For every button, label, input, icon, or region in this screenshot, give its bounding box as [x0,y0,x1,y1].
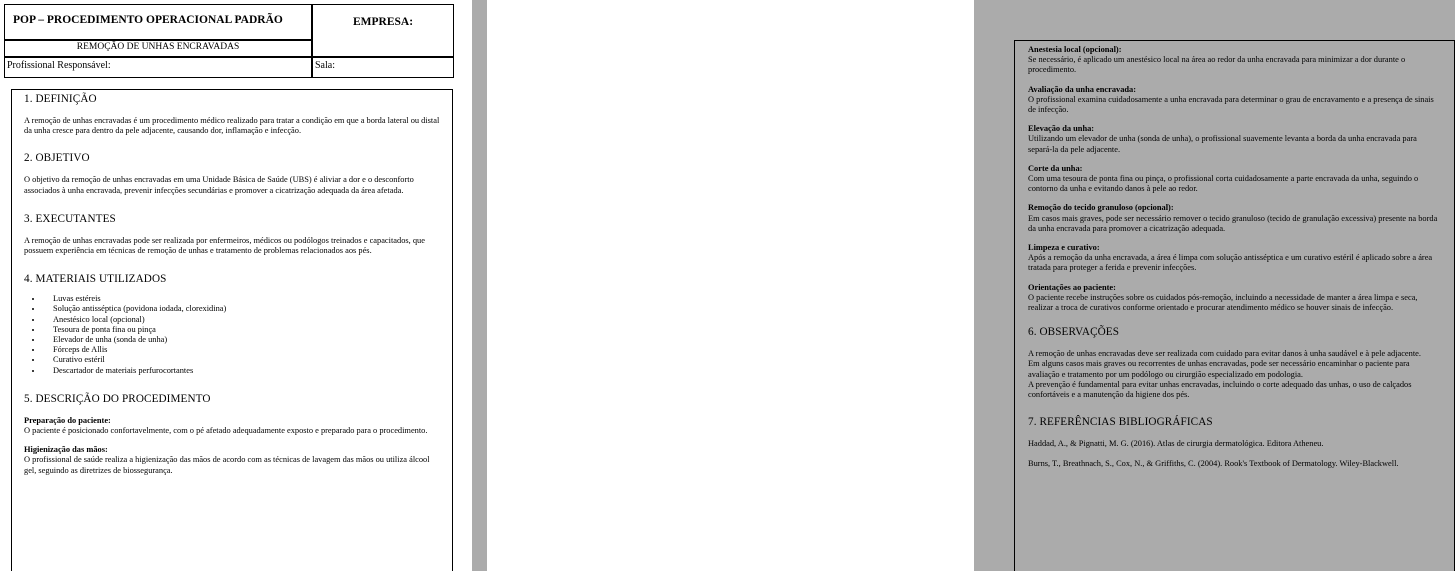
section-text-executantes: A remoção de unhas encravadas pode ser realizada por enfermeiros, médicos ou podólogos treinados e capacitados, que possuem experiência em técnicas de remoção de unhas e tratamento de problemas relacionados aos pés. [24,235,425,256]
step-title: Higienização das mãos: [24,445,108,455]
list-item: • Luvas estéreis [43,294,440,304]
procedure-step [1028,45,1440,76]
procedure-step [1028,124,1440,155]
step-title: Remoção do tecido granuloso (opcional): [1028,203,1174,213]
list-item: • Solução antisséptica (povidona iodada, clorexidina) [43,304,440,314]
section-heading-executantes: 3. EXECUTANTES [24,212,116,225]
section-heading-observacoes: 6. OBSERVAÇÕES [1028,326,1120,339]
document-title: POP – PROCEDIMENTO OPERACIONAL PADRÃO [4,4,312,40]
observation-paragraph: A prevenção é fundamental para evitar unhas encravadas, incluindo o corte adequado das unhas, o uso de calçados confortáveis e a manutenção da higiene dos pés. [1028,379,1412,400]
section-heading-definicao: 1. DEFINIÇÃO [24,93,97,105]
document-page-left [0,0,472,571]
step-text: O paciente recebe instruções sobre os cuidados pós-remoção, incluindo a necessidade de manter a área limpa e seca, realizar a troca de curativos conforme orientado e procurar atendimento médico se houver sinais de infecção. [1028,292,1418,313]
step-title: Anestesia local (opcional): [1028,45,1122,54]
procedure-step [24,445,440,476]
section-heading-descricao: 5. DESCRIÇÃO DO PROCEDIMENTO [24,392,211,405]
step-text: O profissional examina cuidadosamente a unha encravada para determinar o grau de encravamento e a presença de sinais de infecção. [1028,94,1434,115]
step-title: Corte da unha: [1028,163,1083,173]
content-box-left [11,89,453,571]
room-field: Sala: [312,57,454,78]
step-text: Se necessário, é aplicado um anestésico local na área ao redor da unha encravada para minimizar a dor durante o procedimento. [1028,55,1406,75]
step-title: Avaliação da unha encravada: [1028,84,1137,94]
list-item: • Anestésico local (opcional) [43,315,440,325]
list-item: • Fórceps de Allis [43,345,440,355]
step-title: Orientações ao paciente: [1028,282,1116,292]
observations-text [1028,349,1440,400]
section-text-objetivo: O objetivo da remoção de unhas encravadas em uma Unidade Básica de Saúde (UBS) é aliviar a dor e o desconforto associados à unha encravada, prevenir infecções secundárias e promover a cicatrização adequada da área afetada. [24,175,414,195]
list-item: • Tesoura de ponta fina ou pinça [43,325,440,335]
step-text: Com uma tesoura de ponta fina ou pinça, o profissional corta cuidadosamente a parte encravada da unha, seguindo o contorno da unha e evitando danos à pele ao redor. [1028,174,1419,194]
step-title: Elevação da unha: [1028,124,1095,134]
procedure-step [1028,203,1440,234]
step-title: Limpeza e curativo: [1028,243,1100,253]
procedure-step [1028,283,1440,314]
procedure-step [1028,85,1440,116]
professional-field: Profissional Responsável: [4,57,312,78]
step-text: Em casos mais graves, pode ser necessário remover o tecido granuloso (tecido de granulação excessiva) presente na borda da unha encravada para promover a cicatrização adequada. [1028,213,1438,233]
list-item: • Descartador de materiais perfurocortantes [43,366,440,376]
company-label: EMPRESA: [312,4,454,57]
section-heading-referencias: 7. REFERÊNCIAS BIBLIOGRÁFICAS [1028,416,1213,429]
list-item: • Elevador de unha (sonda de unha) [43,335,440,345]
document-page-right [487,0,1438,571]
procedure-step [1028,243,1440,274]
procedure-step [24,416,440,436]
content-box-right [1014,40,1455,571]
references-list [1028,439,1440,469]
section-heading-materiais: 4. MATERIAIS UTILIZADOS [24,273,167,286]
reference-item: Haddad, A., & Pignatti, M. G. (2016). Atlas de cirurgia dermatológica. Editora Atheneu. [1028,439,1324,449]
observation-paragraph: A remoção de unhas encravadas deve ser realizada com cuidado para evitar danos à unha saudável e à pele adjacente. [1028,349,1421,359]
section-heading-objetivo: 2. OBJETIVO [24,152,90,165]
step-text: Após a remoção da unha encravada, a área é limpa com solução antisséptica e um curativo estéril é aplicado sobre a área tratada para proteger a ferida e prevenir infecções. [1028,253,1433,273]
section-text-definicao: A remoção de unhas encravadas é um procedimento médico realizado para tratar a condição em que a borda lateral ou distal da unha cresce para dentro da pele adjacente, causando dor, inflamação e infecção. [24,116,440,136]
step-text: Utilizando um elevador de unha (sonda de unha), o profissional suavemente levanta a borda da unha encravada para separá-la da pele adjacente. [1028,134,1417,154]
materials-list [24,294,440,376]
step-text: O paciente é posicionado confortavelmente, com o pé afetado adequadamente exposto e preparado para o procedimento. [24,426,428,436]
step-text: O profissional de saúde realiza a higienização das mãos de acordo com as técnicas de lavagem das mãos ou utiliza álcool gel, seguindo as diretrizes de biossegurança. [24,455,430,475]
document-subtitle: REMOÇÃO DE UNHAS ENCRAVADAS [4,40,312,57]
step-title: Preparação do paciente: [24,415,111,425]
observation-paragraph: Em alguns casos mais graves ou recorrentes de unhas encravadas, pode ser necessário encaminhar o paciente para avaliação e tratamento por um podólogo ou cirurgião especializado em podologia. [1028,359,1410,379]
reference-item: Burns, T., Breathnach, S., Cox, N., & Griffiths, C. (2004). Rook's Textbook of Dermatology. Wiley-Blackwell. [1028,459,1399,469]
procedure-step [1028,164,1440,195]
list-item: • Curativo estéril [43,355,440,365]
